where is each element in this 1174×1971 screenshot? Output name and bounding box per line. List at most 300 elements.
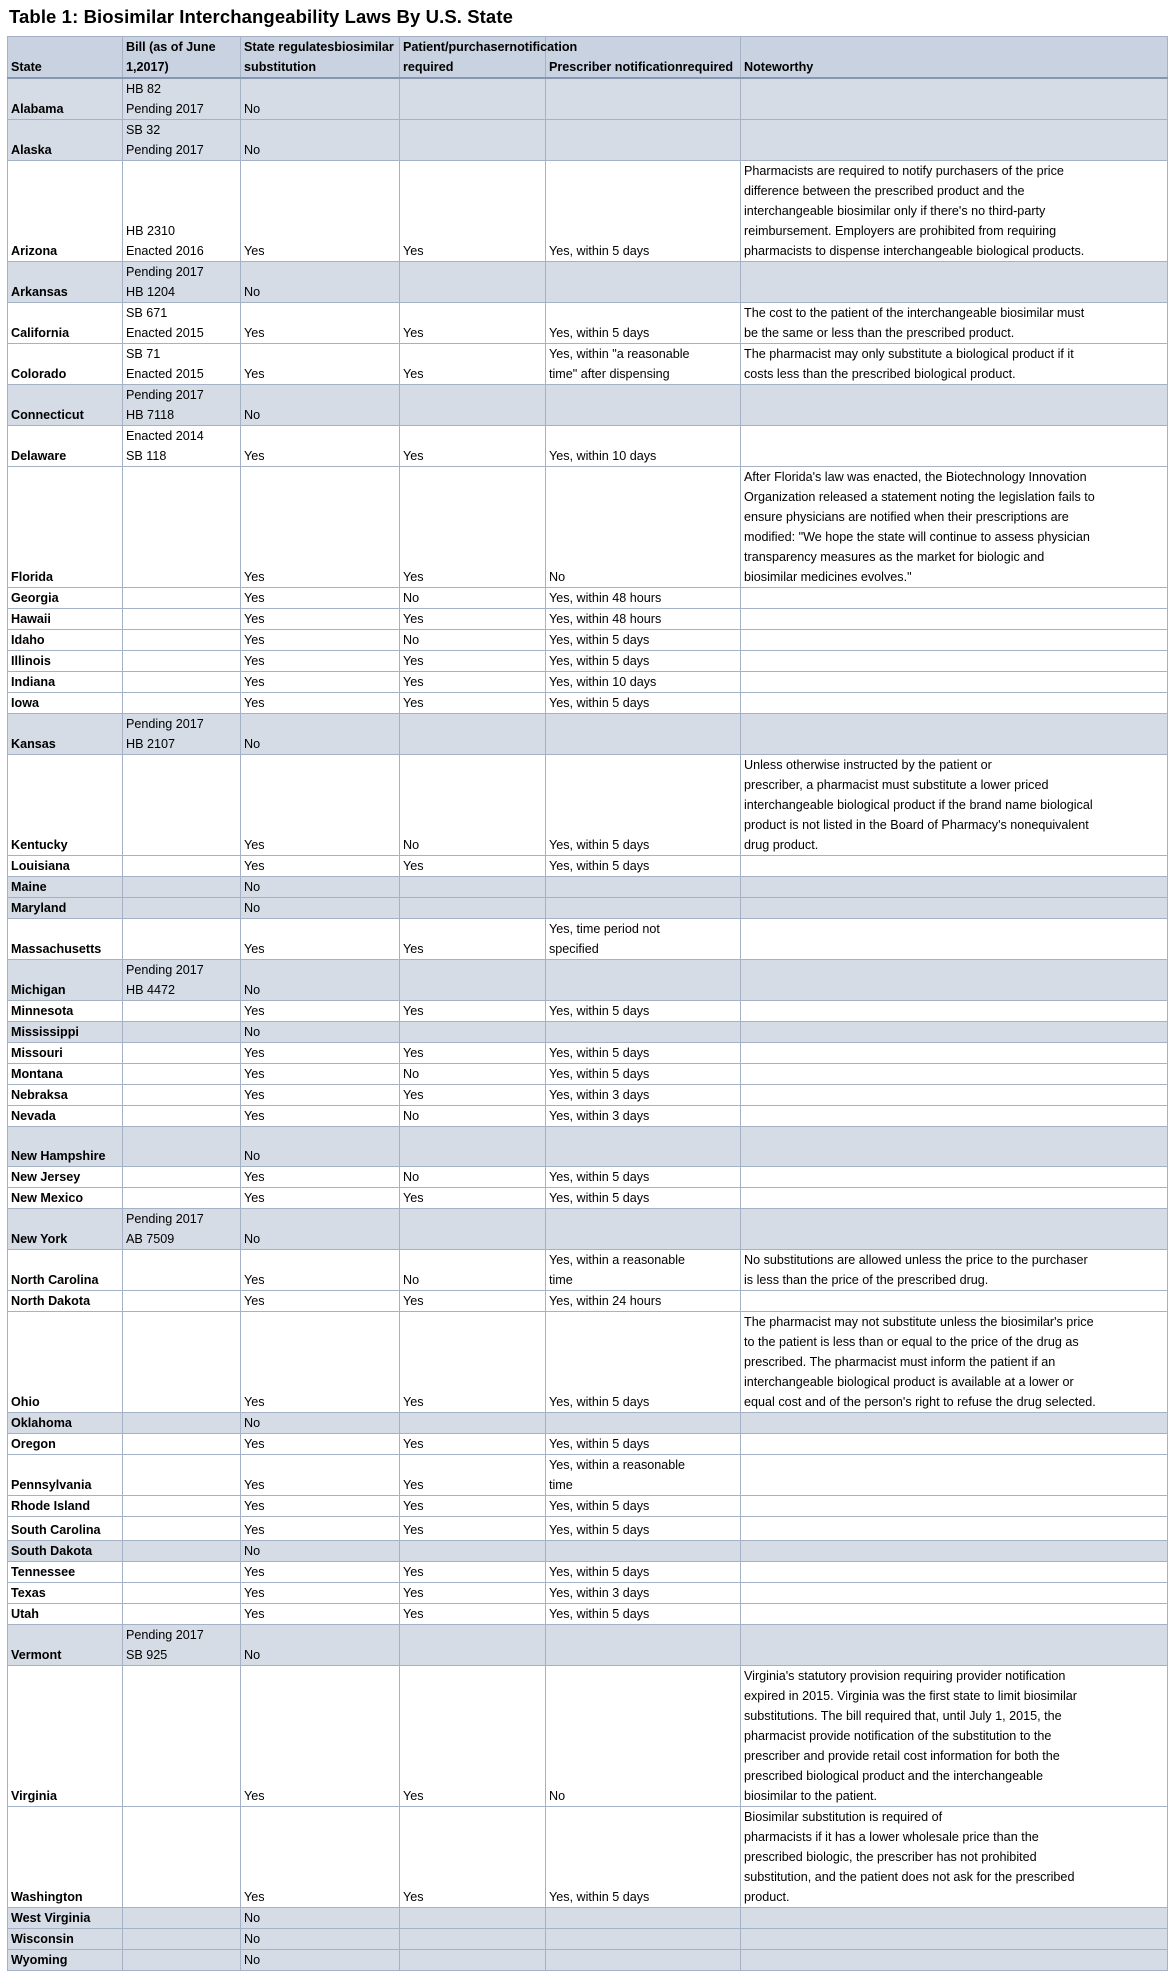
cell-patient-notification (400, 1908, 546, 1929)
cell-noteworthy (741, 856, 1168, 877)
cell-bill (123, 877, 241, 898)
cell-regulates (241, 672, 400, 693)
cell-prescriber-notification (546, 672, 741, 693)
cell-bill (123, 344, 241, 385)
cell-regulates (241, 1413, 400, 1434)
cell-text: Pending 2017 (126, 265, 204, 279)
cell-prescriber-notification (546, 856, 741, 877)
cell-state (8, 161, 123, 262)
cell-prescriber-notification (546, 1950, 741, 1971)
cell-state (8, 1001, 123, 1022)
cell-regulates (241, 120, 400, 161)
cell-noteworthy (741, 898, 1168, 919)
table-row (8, 672, 1168, 693)
cell-patient-notification (400, 1434, 546, 1455)
cell-state (8, 1517, 123, 1541)
cell-text: Yes (403, 696, 424, 710)
cell-regulates (241, 1666, 400, 1807)
cell-patient-notification (400, 1807, 546, 1908)
cell-prescriber-notification (546, 1167, 741, 1188)
cell-state (8, 651, 123, 672)
cell-regulates (241, 693, 400, 714)
cell-text: time" after dispensing (549, 367, 670, 381)
cell-prescriber-notification (546, 1312, 741, 1413)
cell-text: Yes, within a reasonable (549, 1458, 686, 1472)
cell-noteworthy (741, 1807, 1168, 1908)
cell-text: Yes (403, 326, 424, 340)
cell-text: Yes, within 3 days (549, 1109, 650, 1123)
cell-text: Yes (244, 1478, 265, 1492)
cell-patient-notification (400, 1127, 546, 1167)
column-header-regulates (241, 37, 400, 79)
cell-text: No (244, 1932, 261, 1946)
cell-bill (123, 1043, 241, 1064)
cell-text: Pending 2017 (126, 1628, 204, 1642)
cell-text: Yes, within 10 days (549, 449, 657, 463)
cell-text: Yes (403, 1586, 424, 1600)
table-row (8, 385, 1168, 426)
cell-text: Yes (403, 1046, 424, 1060)
cell-text: expired in 2015. Virginia was the first state to limit biosimilar (744, 1689, 1077, 1703)
cell-text: North Carolina (11, 1273, 99, 1287)
cell-bill (123, 78, 241, 120)
cell-noteworthy (741, 1950, 1168, 1971)
cell-text: Nebraksa (11, 1088, 68, 1102)
table-row (8, 588, 1168, 609)
cell-prescriber-notification (546, 1043, 741, 1064)
cell-prescriber-notification (546, 161, 741, 262)
table-row (8, 1929, 1168, 1950)
cell-patient-notification (400, 1043, 546, 1064)
cell-prescriber-notification (546, 1127, 741, 1167)
cell-noteworthy (741, 630, 1168, 651)
cell-text: Colorado (11, 367, 67, 381)
cell-text: Yes (244, 1109, 265, 1123)
cell-noteworthy (741, 1188, 1168, 1209)
cell-regulates (241, 609, 400, 630)
cell-text: Pending 2017 (126, 1212, 204, 1226)
cell-patient-notification (400, 1929, 546, 1950)
cell-text: Maine (11, 880, 47, 894)
cell-text: Vermont (11, 1648, 62, 1662)
cell-text: Yes, within "a reasonable (549, 347, 690, 361)
cell-patient-notification (400, 1625, 546, 1666)
cell-text: Indiana (11, 675, 56, 689)
cell-text: Enacted 2015 (126, 367, 204, 381)
cell-bill (123, 303, 241, 344)
cell-regulates (241, 426, 400, 467)
cell-text: Oregon (11, 1437, 56, 1451)
cell-regulates (241, 161, 400, 262)
cell-text: Biosimilar substitution is required of (744, 1810, 943, 1824)
table-row (8, 1291, 1168, 1312)
cell-text: Pending 2017 (126, 102, 204, 116)
cell-bill (123, 161, 241, 262)
cell-state (8, 1434, 123, 1455)
cell-prescriber-notification (546, 1625, 741, 1666)
cell-text: Yes, within 10 days (549, 675, 657, 689)
cell-text: Hawaii (11, 612, 51, 626)
cell-text: Yes, within 5 days (549, 696, 650, 710)
cell-prescriber-notification (546, 1106, 741, 1127)
cell-state (8, 1625, 123, 1666)
cell-text: Yes, within 5 days (549, 1067, 650, 1081)
cell-text: No (244, 285, 261, 299)
cell-patient-notification (400, 714, 546, 755)
cell-regulates (241, 1250, 400, 1291)
cell-prescriber-notification (546, 1085, 741, 1106)
cell-text: Yes (244, 612, 265, 626)
cell-text: Yes (244, 633, 265, 647)
cell-text: Pending 2017 (126, 963, 204, 977)
cell-text: Alaska (11, 143, 52, 157)
cell-text: pharmacists if it has a lower wholesale price than the (744, 1830, 1039, 1844)
cell-prescriber-notification (546, 693, 741, 714)
cell-text: Yes (244, 1437, 265, 1451)
cell-text: The cost to the patient of the interchangeable biosimilar must (744, 306, 1085, 320)
cell-prescriber-notification (546, 1250, 741, 1291)
column-header-line: required (682, 60, 734, 74)
cell-text: Yes (244, 1004, 265, 1018)
column-header-line: Bill (as of June 1, (126, 40, 216, 74)
cell-state (8, 1807, 123, 1908)
cell-text: ensure physicians are notified when their prescriptions are (744, 510, 1069, 524)
cell-regulates (241, 78, 400, 120)
cell-noteworthy (741, 877, 1168, 898)
table-row (8, 1106, 1168, 1127)
cell-text: South Carolina (11, 1523, 101, 1537)
cell-noteworthy (741, 426, 1168, 467)
cell-state (8, 1291, 123, 1312)
cell-text: time (549, 1273, 573, 1287)
cell-regulates (241, 1127, 400, 1167)
cell-text: Florida (11, 570, 53, 584)
cell-text: No (403, 1109, 420, 1123)
cell-text: No (244, 1416, 261, 1430)
table-row (8, 1625, 1168, 1666)
cell-prescriber-notification (546, 78, 741, 120)
column-header-line: Patient/purchaser (403, 40, 510, 54)
cell-regulates (241, 1807, 400, 1908)
cell-bill (123, 262, 241, 303)
cell-text: Michigan (11, 983, 66, 997)
column-header-line: State regulates (244, 40, 335, 54)
cell-patient-notification (400, 856, 546, 877)
cell-text: No (244, 983, 261, 997)
table-row (8, 303, 1168, 344)
cell-prescriber-notification (546, 1496, 741, 1517)
cell-prescriber-notification (546, 1455, 741, 1496)
table-row (8, 1666, 1168, 1807)
cell-state (8, 1085, 123, 1106)
table-row (8, 1001, 1168, 1022)
cell-noteworthy (741, 1434, 1168, 1455)
cell-patient-notification (400, 1562, 546, 1583)
cell-text: Yes (403, 1191, 424, 1205)
cell-text: Yes (403, 942, 424, 956)
cell-patient-notification (400, 1950, 546, 1971)
cell-state (8, 385, 123, 426)
cell-bill (123, 919, 241, 960)
cell-text: AB 7509 (126, 1232, 175, 1246)
cell-bill (123, 1085, 241, 1106)
table-row (8, 344, 1168, 385)
cell-text: reimbursement. Employers are prohibited from requiring (744, 224, 1057, 238)
cell-text: Yes (403, 367, 424, 381)
column-header-line: biosimilar substitution (244, 40, 394, 74)
table-row (8, 1188, 1168, 1209)
cell-noteworthy (741, 1167, 1168, 1188)
cell-text: Yes (403, 1395, 424, 1409)
table-row (8, 1455, 1168, 1496)
cell-noteworthy (741, 755, 1168, 856)
cell-state (8, 877, 123, 898)
cell-prescriber-notification (546, 1188, 741, 1209)
cell-text: Yes (244, 1191, 265, 1205)
cell-text: Yes (244, 449, 265, 463)
cell-patient-notification (400, 262, 546, 303)
cell-prescriber-notification (546, 714, 741, 755)
cell-text: Yes, within a reasonable (549, 1253, 686, 1267)
cell-prescriber-notification (546, 1666, 741, 1807)
cell-regulates (241, 1625, 400, 1666)
cell-noteworthy (741, 78, 1168, 120)
cell-patient-notification (400, 1496, 546, 1517)
cell-text: New Jersey (11, 1170, 81, 1184)
cell-patient-notification (400, 120, 546, 161)
cell-text: Yes (244, 1294, 265, 1308)
cell-text: HB 1204 (126, 285, 176, 299)
cell-text: Yes, within 5 days (549, 1565, 650, 1579)
cell-bill (123, 385, 241, 426)
cell-text: Pending 2017 (126, 388, 204, 402)
cell-regulates (241, 630, 400, 651)
cell-regulates (241, 303, 400, 344)
column-header-line: Noteworthy (744, 60, 814, 74)
cell-text: West Virginia (11, 1911, 91, 1925)
cell-text: Yes (244, 1273, 265, 1287)
cell-text: New York (11, 1232, 68, 1246)
cell-noteworthy (741, 693, 1168, 714)
cell-text: Yes (244, 654, 265, 668)
cell-text: Massachusetts (11, 942, 102, 956)
table-row (8, 161, 1168, 262)
cell-text: Yes, within 5 days (549, 1191, 650, 1205)
cell-text: Texas (11, 1586, 46, 1600)
cell-text: Oklahoma (11, 1416, 72, 1430)
cell-bill (123, 714, 241, 755)
cell-patient-notification (400, 344, 546, 385)
cell-text: Maryland (11, 901, 67, 915)
cell-state (8, 1413, 123, 1434)
cell-state (8, 898, 123, 919)
table-row (8, 651, 1168, 672)
cell-text: No (244, 143, 261, 157)
cell-text: Yes (244, 1170, 265, 1184)
cell-regulates (241, 1929, 400, 1950)
cell-prescriber-notification (546, 426, 741, 467)
cell-state (8, 856, 123, 877)
cell-bill (123, 693, 241, 714)
cell-bill (123, 1001, 241, 1022)
cell-text: Nevada (11, 1109, 56, 1123)
cell-text: Yes (403, 1294, 424, 1308)
cell-bill (123, 426, 241, 467)
cell-regulates (241, 1312, 400, 1413)
cell-text: Yes, within 5 days (549, 1523, 650, 1537)
cell-bill (123, 960, 241, 1001)
cell-bill (123, 1541, 241, 1562)
cell-text: SB 925 (126, 1648, 168, 1662)
cell-prescriber-notification (546, 1541, 741, 1562)
cell-noteworthy (741, 467, 1168, 588)
cell-prescriber-notification (546, 755, 741, 856)
cell-text: Yes (244, 838, 265, 852)
cell-text: Ohio (11, 1395, 40, 1409)
cell-text: Washington (11, 1890, 83, 1904)
cell-patient-notification (400, 651, 546, 672)
cell-state (8, 1188, 123, 1209)
cell-patient-notification (400, 588, 546, 609)
cell-bill (123, 1517, 241, 1541)
cell-text: Utah (11, 1607, 39, 1621)
cell-bill (123, 856, 241, 877)
cell-bill (123, 1127, 241, 1167)
cell-text: Pharmacists are required to notify purchasers of the price (744, 164, 1064, 178)
cell-bill (123, 898, 241, 919)
cell-state (8, 609, 123, 630)
cell-patient-notification (400, 1064, 546, 1085)
cell-noteworthy (741, 1001, 1168, 1022)
table-body (8, 78, 1168, 1971)
cell-state (8, 120, 123, 161)
cell-text: biosimilar to the patient. (744, 1789, 878, 1803)
cell-patient-notification (400, 1583, 546, 1604)
cell-text: Montana (11, 1067, 63, 1081)
cell-regulates (241, 919, 400, 960)
cell-text: prescribed biologic, the prescriber has not prohibited (744, 1850, 1037, 1864)
table-row (8, 1434, 1168, 1455)
cell-regulates (241, 1562, 400, 1583)
cell-text: Connecticut (11, 408, 84, 422)
cell-text: specified (549, 942, 599, 956)
cell-bill (123, 1291, 241, 1312)
cell-text: South Dakota (11, 1544, 93, 1558)
cell-prescriber-notification (546, 1583, 741, 1604)
table-row (8, 1413, 1168, 1434)
cell-noteworthy (741, 303, 1168, 344)
table-row (8, 78, 1168, 120)
cell-patient-notification (400, 630, 546, 651)
cell-patient-notification (400, 467, 546, 588)
cell-text: Yes (403, 1565, 424, 1579)
cell-noteworthy (741, 1043, 1168, 1064)
cell-state (8, 344, 123, 385)
cell-text: No (244, 1149, 261, 1163)
cell-text: California (11, 326, 70, 340)
cell-text: Yes (244, 1890, 265, 1904)
cell-patient-notification (400, 672, 546, 693)
cell-regulates (241, 1604, 400, 1625)
cell-text: Yes (403, 1789, 424, 1803)
cell-patient-notification (400, 1541, 546, 1562)
cell-text: prescribed. The pharmacist must inform the patient if an (744, 1355, 1056, 1369)
cell-text: Kentucky (11, 838, 68, 852)
table-row (8, 1043, 1168, 1064)
cell-bill (123, 1666, 241, 1807)
cell-state (8, 714, 123, 755)
cell-regulates (241, 1950, 400, 1971)
cell-text: product. (744, 1890, 790, 1904)
cell-text: Yes (244, 675, 265, 689)
cell-text: Enacted 2014 (126, 429, 204, 443)
cell-state (8, 262, 123, 303)
table-row (8, 693, 1168, 714)
column-header-state (8, 37, 123, 79)
cell-text: Yes (403, 570, 424, 584)
cell-text: SB 671 (126, 306, 168, 320)
cell-text: pharmacists to dispense interchangeable biological products. (744, 244, 1085, 258)
cell-noteworthy (741, 1085, 1168, 1106)
cell-noteworthy (741, 120, 1168, 161)
cell-regulates (241, 877, 400, 898)
table-row (8, 1604, 1168, 1625)
cell-state (8, 919, 123, 960)
cell-noteworthy (741, 1929, 1168, 1950)
cell-prescriber-notification (546, 385, 741, 426)
cell-patient-notification (400, 426, 546, 467)
cell-prescriber-notification (546, 588, 741, 609)
cell-text: biosimilar medicines evolves." (744, 570, 912, 584)
cell-text: to the patient is less than or equal to the price of the drug as (744, 1335, 1079, 1349)
cell-text: Yes (403, 244, 424, 258)
cell-text: Yes (403, 1890, 424, 1904)
cell-regulates (241, 1106, 400, 1127)
cell-text: No (244, 408, 261, 422)
cell-noteworthy (741, 919, 1168, 960)
cell-text: Yes (403, 1523, 424, 1537)
cell-text: Yes (403, 1088, 424, 1102)
cell-text: After Florida's law was enacted, the Biotechnology Innovation (744, 470, 1087, 484)
table-row (8, 630, 1168, 651)
cell-text: Yes (244, 591, 265, 605)
cell-text: No substitutions are allowed unless the price to the purchaser (744, 1253, 1088, 1267)
cell-text: Pennsylvania (11, 1478, 92, 1492)
cell-text: Iowa (11, 696, 39, 710)
cell-prescriber-notification (546, 630, 741, 651)
cell-regulates (241, 1434, 400, 1455)
table-row (8, 919, 1168, 960)
table-row (8, 1250, 1168, 1291)
cell-text: Virginia (11, 1789, 57, 1803)
cell-noteworthy (741, 1106, 1168, 1127)
cell-bill (123, 1167, 241, 1188)
cell-patient-notification (400, 161, 546, 262)
cell-patient-notification (400, 303, 546, 344)
cell-text: Enacted 2015 (126, 326, 204, 340)
cell-patient-notification (400, 1666, 546, 1807)
cell-bill (123, 1312, 241, 1413)
cell-text: Delaware (11, 449, 67, 463)
cell-bill (123, 651, 241, 672)
table-row (8, 1950, 1168, 1971)
cell-prescriber-notification (546, 919, 741, 960)
cell-regulates (241, 898, 400, 919)
cell-text: Yes, within 48 hours (549, 591, 662, 605)
cell-state (8, 1908, 123, 1929)
cell-state (8, 1950, 123, 1971)
cell-text: Organization released a statement noting the legislation fails to (744, 490, 1095, 504)
